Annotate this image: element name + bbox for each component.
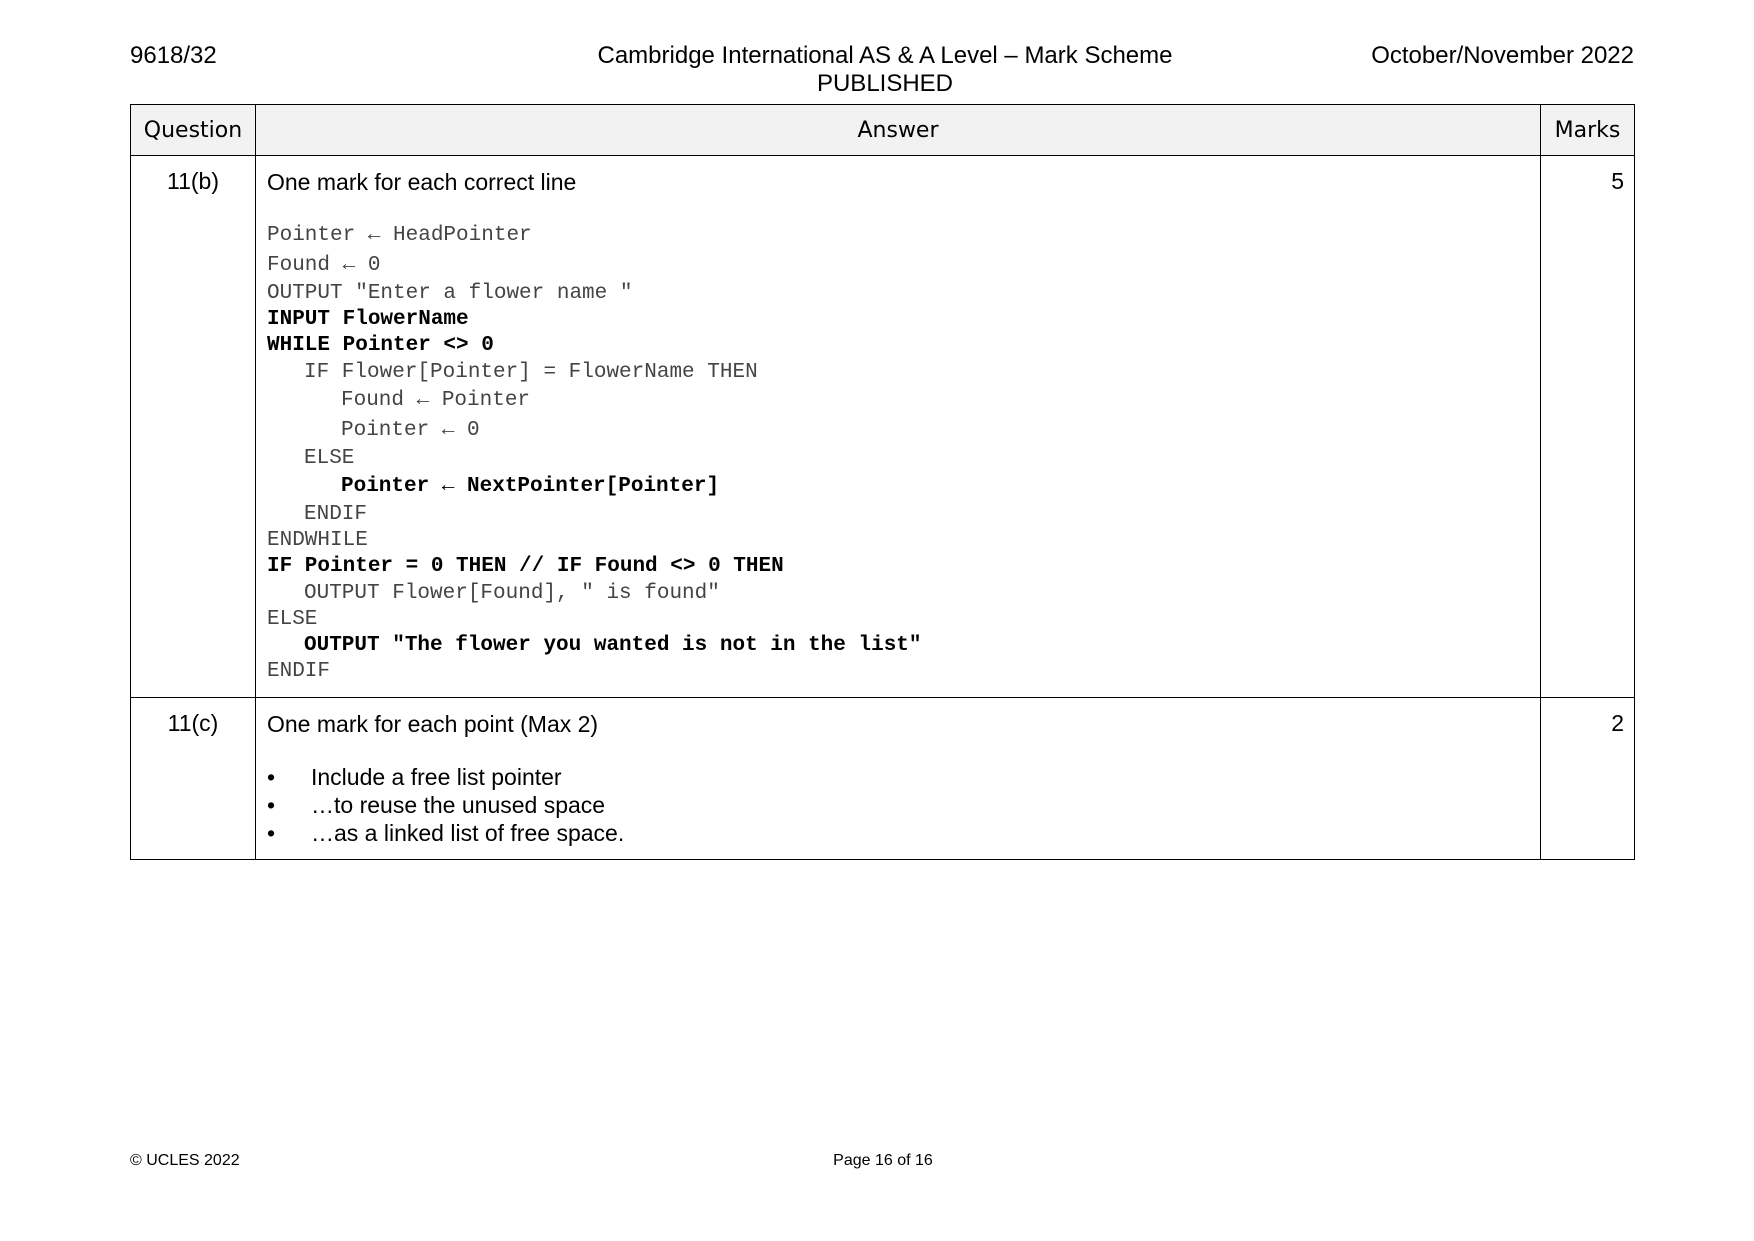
code-line: IF Flower[Pointer] = FlowerName THEN [304, 360, 758, 384]
code-line: Pointer ← NextPointer[Pointer] [341, 475, 720, 499]
code-line: Found ← 0 [267, 254, 381, 277]
answer-cell [256, 156, 1541, 698]
code-line: ELSE [267, 607, 318, 631]
code-line: Pointer ← 0 [341, 418, 480, 442]
table-row [131, 156, 1635, 698]
document-title: Cambridge International AS & A Level – Mark Scheme [597, 42, 1173, 69]
point-text: …as a linked list of free space. [311, 820, 625, 847]
point-text: Include a free list pointer [311, 764, 562, 791]
code-line: ENDIF [267, 660, 331, 684]
code-line: OUTPUT Flower[Found], " is found" [304, 581, 720, 605]
code-line: INPUT FlowerName [267, 308, 469, 332]
bullet-icon: • [267, 820, 276, 847]
code-line: ENDWHILE [267, 529, 368, 553]
exam-session: October/November 2022 [1371, 42, 1634, 69]
code-line: Pointer ← HeadPointer [267, 224, 532, 247]
table-header-row [131, 105, 1635, 156]
copyright-notice: © UCLES 2022 [130, 1152, 240, 1169]
marks-value: 5 [1541, 156, 1635, 698]
question-number: 11(b) [131, 156, 256, 698]
column-header-question: Question [131, 105, 256, 156]
point-text: …to reuse the unused space [311, 792, 606, 819]
answer-intro: One mark for each point (Max 2) [267, 711, 599, 738]
publication-status: PUBLISHED [816, 70, 954, 97]
code-line: ENDIF [304, 503, 368, 527]
bullet-icon: • [267, 764, 276, 791]
code-line: IF Pointer = 0 THEN // IF Found <> 0 THEN [267, 555, 784, 579]
column-header-answer: Answer [256, 105, 1541, 156]
column-header-marks: Marks [1541, 105, 1635, 156]
code-line: WHILE Pointer <> 0 [267, 334, 494, 358]
page-number: Page 16 of 16 [833, 1152, 933, 1169]
list-item [267, 763, 1540, 791]
list-item [267, 819, 1540, 847]
marking-points-list [267, 763, 1540, 847]
code-line: ELSE [304, 446, 355, 470]
marks-value: 2 [1541, 698, 1635, 860]
mark-scheme-table [130, 104, 1635, 860]
paper-code: 9618/32 [130, 42, 217, 69]
list-item [267, 791, 1540, 819]
answer-intro: One mark for each correct line [267, 169, 577, 195]
question-number: 11(c) [131, 698, 256, 860]
answer-cell [256, 698, 1541, 860]
code-line: Found ← Pointer [341, 388, 531, 412]
code-line: OUTPUT "Enter a flower name " [267, 282, 633, 305]
table-row [131, 698, 1635, 860]
code-line: OUTPUT "The flower you wanted is not in the list" [304, 634, 922, 658]
pseudocode-block [267, 221, 1540, 685]
bullet-icon: • [267, 792, 276, 819]
